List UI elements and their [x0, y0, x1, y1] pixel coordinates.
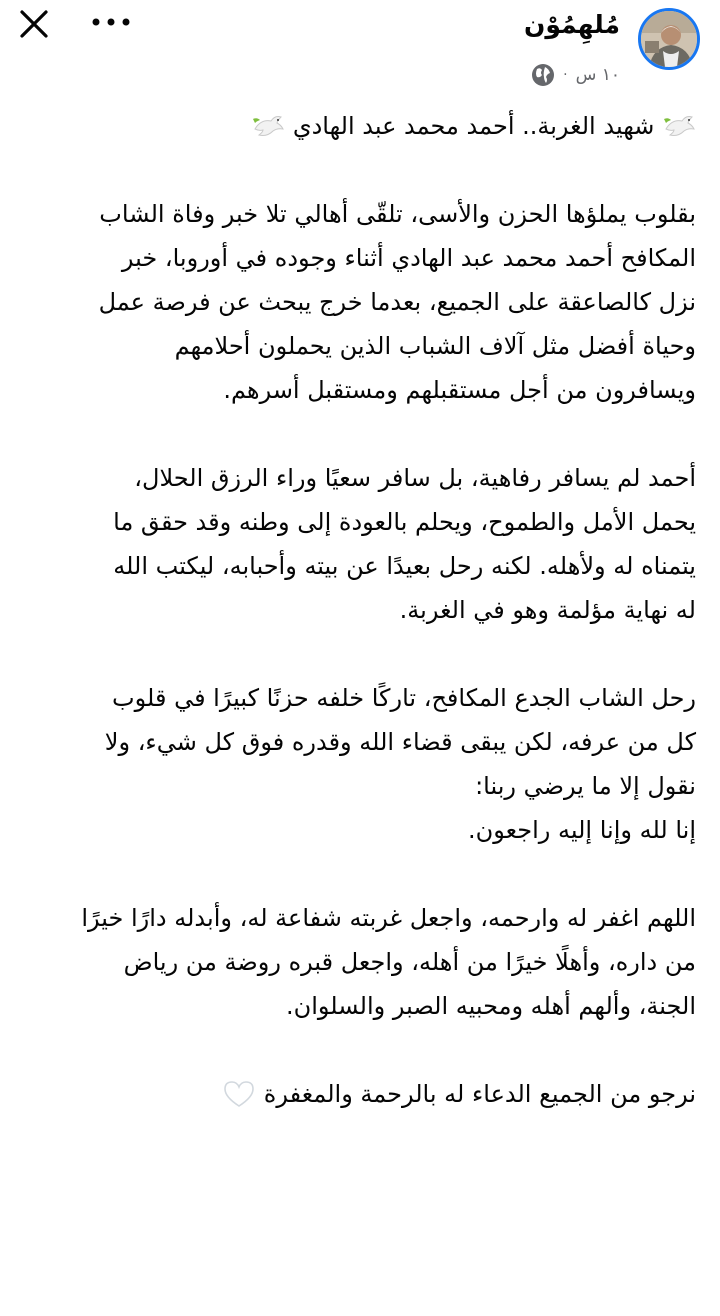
post-title-line — [24, 104, 696, 148]
globe-icon[interactable] — [531, 63, 555, 87]
text-line: نقول إلا ما يرضي ربنا: — [475, 772, 696, 800]
text-line: كل من عرفه، لكن يبقى قضاء الله وقدره فوق كل شيء، ولا — [104, 728, 696, 756]
post-meta — [531, 60, 620, 90]
text-line — [24, 1072, 696, 1116]
text-line: يتمناه له ولأهله. لكنه رحل بعيدًا عن بيته وأحبابه، ليكتب الله — [113, 552, 696, 580]
post-body — [24, 104, 696, 1116]
post-header — [0, 0, 720, 95]
text-line: إنا لله وإنا إليه راجعون. — [468, 816, 696, 844]
dove-icon — [662, 111, 696, 141]
text-line: الجنة، وألهم أهله ومحبيه الصبر والسلوان. — [285, 992, 696, 1020]
more-options-icon — [91, 17, 131, 27]
text-line: من داره، وأهلًا خيرًا من أهله، واجعل قبره روضة من رياض — [123, 948, 696, 976]
paragraph-1 — [24, 192, 696, 412]
dove-icon — [251, 111, 285, 141]
page-name[interactable]: مُلهِمُوْن — [524, 10, 620, 39]
more-options-button[interactable] — [88, 4, 134, 40]
profile-photo — [641, 11, 697, 67]
post-title: شهيد الغربة.. أحمد محمد عبد الهادي — [292, 112, 655, 140]
text-line: المكافح أحمد محمد عبد الهادي أثناء وجوده في أوروبا، خبر — [121, 244, 696, 272]
paragraph-2 — [24, 456, 696, 632]
text-line: وحياة أفضل مثل آلاف الشباب الذين يحملون أحلامهم — [174, 332, 696, 360]
text-line: بقلوب يملؤها الحزن والأسى، تلقّى أهالي تلا خبر وفاة الشاب — [99, 200, 696, 228]
closing-text: نرجو من الجميع الدعاء له بالرحمة والمغفرة — [263, 1080, 696, 1108]
close-button[interactable] — [14, 4, 54, 44]
paragraph-4 — [24, 896, 696, 1028]
text-line: نزل كالصاعقة على الجميع، بعدما خرج يبحث عن فرصة عمل — [98, 288, 696, 316]
close-icon — [19, 9, 49, 39]
text-line: اللهم اغفر له وارحمه، واجعل غربته شفاعة له، وأبدله دارًا خيرًا — [81, 904, 696, 932]
paragraph-5 — [24, 1072, 696, 1116]
avatar[interactable] — [638, 8, 700, 70]
meta-separator: · — [563, 67, 568, 83]
post-time[interactable]: ١٠ س — [575, 65, 620, 85]
text-line: له نهاية مؤلمة وهو في الغربة. — [399, 596, 696, 624]
white-heart-icon — [222, 1079, 256, 1109]
text-line: ويسافرون من أجل مستقبلهم ومستقبل أسرهم. — [223, 376, 696, 404]
text-line: رحل الشاب الجدع المكافح، تاركًا خلفه حزنًا كبيرًا في قلوب — [112, 684, 696, 712]
paragraph-3 — [24, 676, 696, 852]
text-line: أحمد لم يسافر رفاهية، بل سافر سعيًا وراء الرزق الحلال، — [134, 464, 696, 492]
text-line: يحمل الأمل والطموح، ويحلم بالعودة إلى وطنه وقد حقق ما — [113, 508, 696, 536]
